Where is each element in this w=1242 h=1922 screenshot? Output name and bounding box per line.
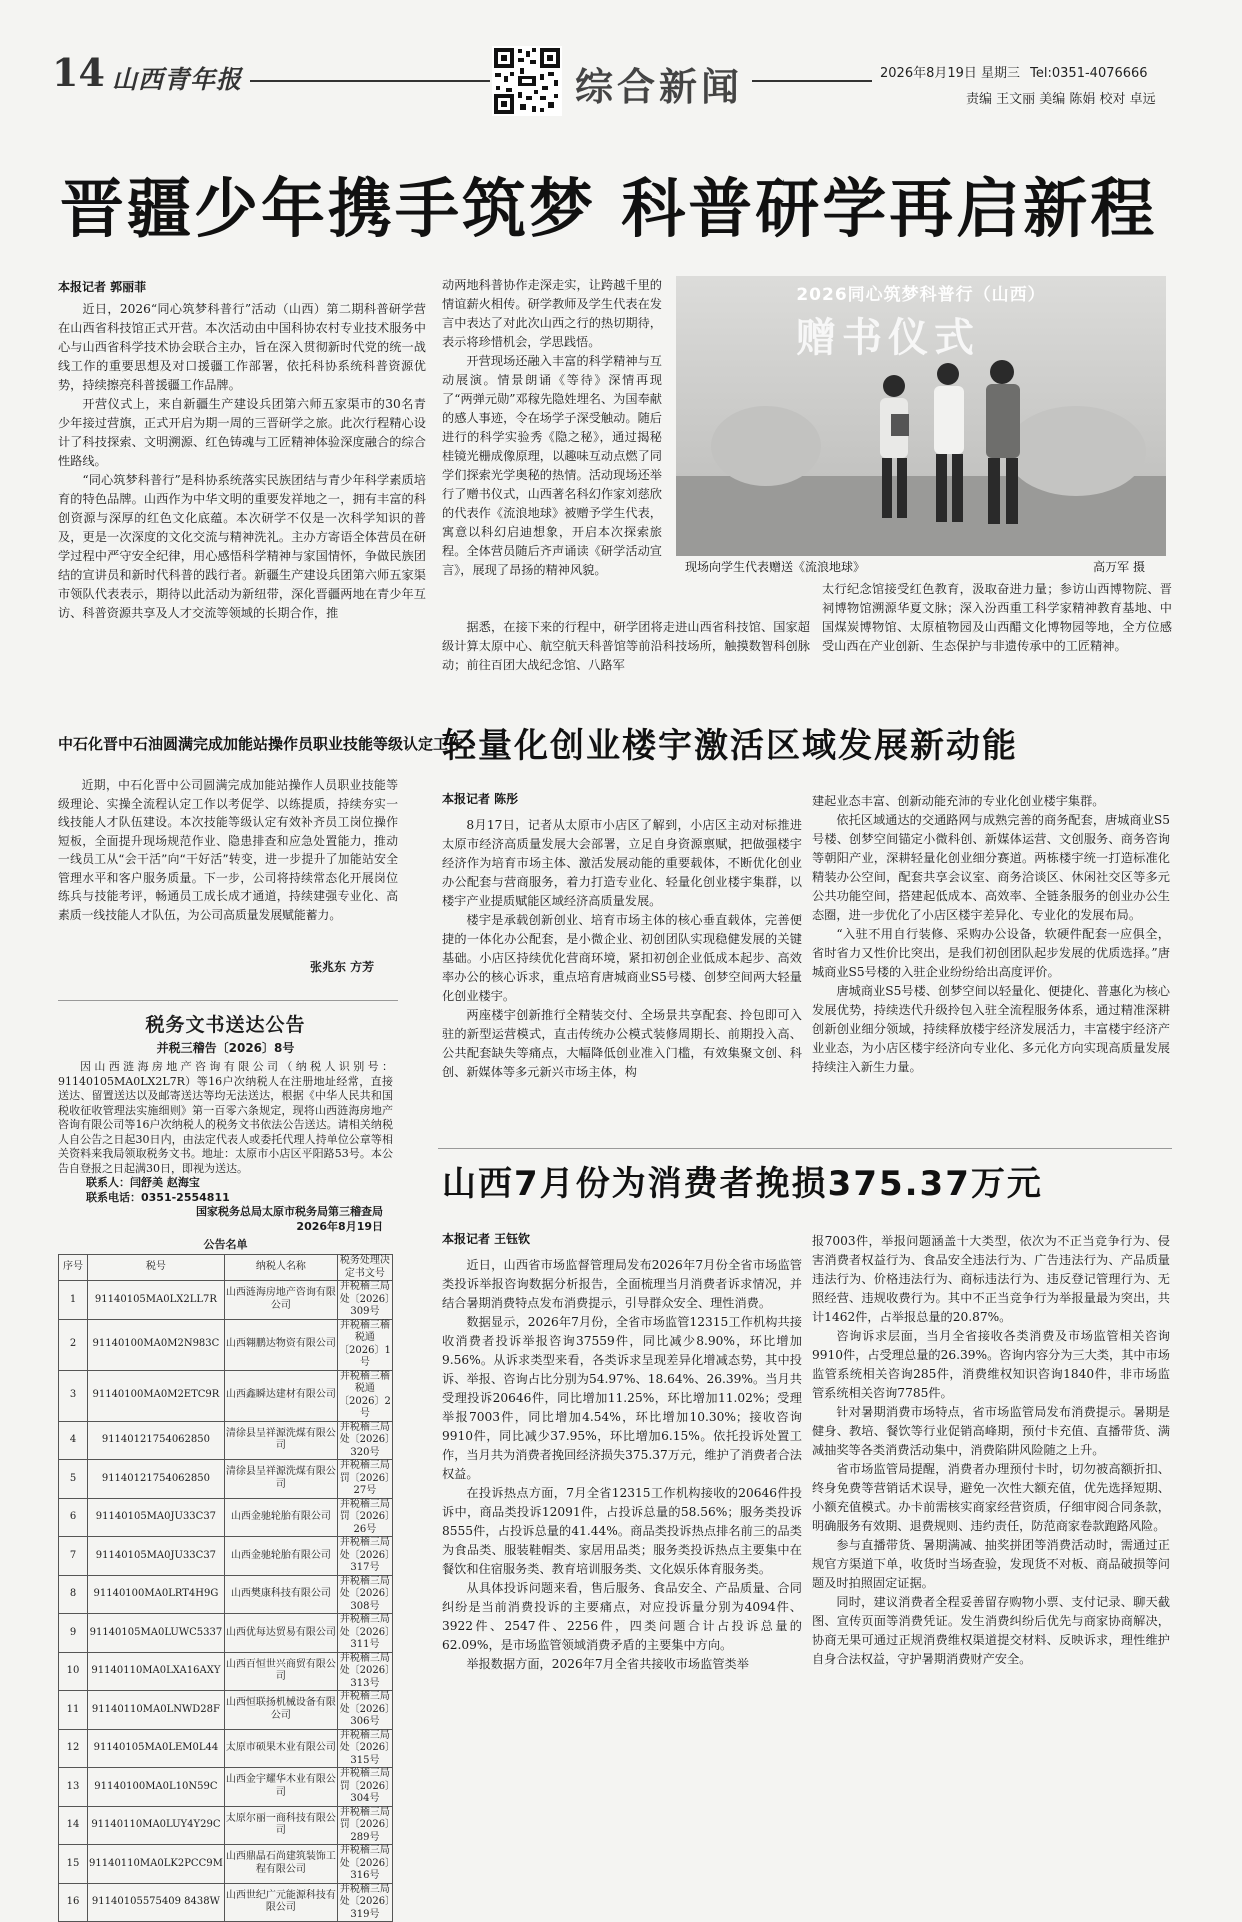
table-cell: 清徐县呈祥源洗煤有限公司 [224, 1460, 337, 1499]
column-header: 纳税人名称 [224, 1255, 337, 1281]
paper-logo: 山西青年报 [112, 65, 243, 94]
column-header: 序号 [59, 1255, 88, 1281]
tax-issue-date: 2026年8月19日 [296, 1219, 383, 1233]
paragraph: 报7003件，举报问题涵盖十大类型，依次为不正当竞争行为、侵害消费者权益行为、食品安全违法行为、广告违法行为、产品质量违法行为、价格违法行为、商标违法行为、违反登记管理行为、无照经营、违规收费行为。其中不正当竞争行为举报量最为突出，共计1462件，占举报总量的20.87%。 [812, 1234, 1170, 1324]
table-cell: 并税稽三局处〔2026〕309号 [337, 1281, 392, 1320]
lead-column-1 [58, 300, 426, 715]
table-cell: 并税稽三局处〔2026〕313号 [337, 1652, 392, 1691]
paragraph: 举报数据方面，2026年7月全省共接收市场监管类举 [466, 1657, 749, 1671]
divider [58, 1000, 398, 1001]
table-cell: 并税稽三稽税通〔2026〕2号 [339, 1370, 391, 1419]
consumer-column-1 [442, 1256, 802, 1746]
tax-list-title: 公告名单 [203, 1238, 248, 1251]
table-cell: 15 [59, 1845, 88, 1884]
table-cell: 山西翱鹏达物资有限公司 [224, 1319, 337, 1370]
table-cell: 山西世纪广元能源科技有限公司 [224, 1883, 337, 1922]
tax-notice-body: 因山西涟海房地产咨询有限公司（纳税人识别号：91140105MA0LX2L7R）等16户次纳税人在注册地址经常，直接送达、留置送达以及邮寄送达等均无法送达，根据《中华人民共和国税收征收管理法实施细则》第一百零六条规定，现将山西涟海房地产咨询有限公司等16户次纳税人的税务文书依法公告送达。请相关纳税人自公告之日起30日内，由法定代表人或委托代理人持单位公章等相关资料来我局领取税务文书。地址：太原市小店区平阳路53号。本公告自登报之日起满30日，即视为送达。 [58, 1060, 393, 1175]
tax-contact-person: 联系人：闫舒美 赵海宝 [86, 1176, 200, 1189]
brief-author: 张兆东 方芳 [310, 960, 375, 974]
table-cell: 并税稽三局罚〔2026〕26号 [337, 1498, 392, 1537]
paragraph: 动两地科普协作走深走实，让跨越千里的情谊薪火相传。研学教师及学生代表在发言中表达了对此次山西之行的热切期待，表示将珍惜机会，学思践悟。 [442, 278, 662, 349]
paragraph: 数据显示，2026年7月份，全省市场监管12315工作机构共接收消费者投诉举报咨询37559件，同比减少8.90%，环比增加9.56%。从诉求类型来看，各类诉求呈现差异化增减态势，其中投诉、举报、咨询占比分别为54.97%、18.64%、26.39%。当月共受理投诉20646件，同比增加11.25%，环比增加11.02%；受理举报7003件，同比增加4.54%，环比增加10.30%；接收咨询9910件，同比减少37.95%，环比增加6.15%。依托投诉处置工作，当月共为消费者挽回经济损失375.37万元，维护了消费者合法权益。 [442, 1315, 802, 1481]
table-cell: 91140110MA0LXA16AXY [88, 1652, 225, 1691]
consumer-column-2 [812, 1232, 1170, 1746]
paragraph: 近期，中石化晋中公司圆满完成加能站操作人员职业技能等级理论、实操全流程认定工作以考促学、以练提质，持续夯实一线技能人才队伍建设。本次技能等级认定有效补齐员工岗位操作短板，全面提升现场规范作业、隐患排查和应急处置能力，推动一线员工从“会干活”向“干好活”转变，进一步提升了加能站安全管理水平和客户服务质量。下一步，公司将持续常态化开展岗位练兵与技能考评，畅通员工成长成才通道，持续建强专业化、高素质一线技能人才队伍，为公司高质量发展赋能蓄力。 [58, 778, 398, 922]
table-cell: 13 [59, 1768, 88, 1807]
table-cell: 并税稽三局处〔2026〕315号 [337, 1729, 392, 1768]
table-row [59, 1883, 393, 1922]
paragraph: 唐城商业S5号楼、创梦空间以轻量化、便捷化、普惠化为核心发展优势，持续迭代升级拎包入驻全流程服务体系，通过精准深耕创新创业细分领域，持续释放楼宇经济发展活力，丰富楼宇经济产业业态，为小店区楼宇经济向专业化、多元化方向实现高质量发展持续注入新生力量。 [812, 984, 1170, 1074]
table-cell: 山西金驰轮胎有限公司 [224, 1498, 337, 1537]
paragraph: 太行纪念馆接受红色教育，汲取奋进力量；参访山西博物院、晋祠博物馆溯源华夏文脉；深入汾西重工科学家精神教育基地、中国煤炭博物馆、太原植物园及山西醋文化博物园等地，全方位感受山西在产业创新、生态保护与非遗传承中的工匠精神。 [822, 582, 1172, 653]
paragraph: 咨询诉求层面，当月全省接收各类消费及市场监管相关咨询9910件，占受理总量的26.39%。咨询内容分为三大类，其中市场监管系统相关咨询285件，消费维权知识咨询1840件，非市场监管系统相关咨询7785件。 [812, 1329, 1170, 1400]
table-cell: 并税稽三局处〔2026〕308号 [337, 1575, 392, 1614]
table-cell: 91140105MA0LEM0L44 [88, 1729, 225, 1768]
table-cell: 91140105MA0JU33C37 [88, 1537, 225, 1576]
paragraph: “同心筑梦科普行”是科协系统落实民族团结与青少年科学素质培育的特色品牌。山西作为中华文明的重要发祥地之一，拥有丰富的科创资源与深厚的红色文化底蕴。本次研学不仅是一次科学知识的普及，更是一次深度的文化交流与精神洗礼。主办方寄语全体营员在研学过程中严守安全纪律，用心感悟科学精神与家国情怀，争做民族团结的宣讲员和新时代科普的践行者。新疆生产建设兵团第六师五家渠市领队代表表示，期待以此活动为新纽带，深化晋疆两地在青少年互访、科普资源共享及人才交流等领域的长期合作，推 [58, 473, 426, 620]
paragraph: 从具体投诉问题来看，售后服务、食品安全、产品质量、合同纠纷是当前消费投诉的主要痛点，对应投诉量分别为4094件、3922件、2547件、2256件，四类问题合计占投诉总量的62.09%，是市场监管领域消费矛盾的主要集中方向。 [442, 1581, 802, 1652]
table-cell: 1 [59, 1281, 88, 1320]
table-cell: 11 [59, 1691, 88, 1730]
table-cell: 山西金驰轮胎有限公司 [224, 1537, 337, 1576]
table-row [59, 1281, 393, 1320]
consumer-byline: 本报记者 王钰钦 [442, 1232, 531, 1246]
issue-date: 2026年8月19日 星期三 [880, 66, 1021, 81]
table-cell: 91140105MA0LX2LL7R [88, 1281, 225, 1320]
table-cell: 并税稽三局处〔2026〕311号 [337, 1614, 392, 1653]
lead-headline: 晋疆少年携手筑梦 科普研学再启新程 [60, 172, 1158, 247]
table-row [59, 1537, 393, 1576]
table-cell: 12 [59, 1729, 88, 1768]
table-cell: 太原尔丽一商科技有限公司 [224, 1806, 337, 1845]
table-row [59, 1319, 393, 1370]
table-cell: 91140105575409 8438W [88, 1883, 225, 1922]
phone-number: Tel:0351-4076666 [1030, 66, 1148, 81]
table-cell: 6 [59, 1498, 88, 1537]
table-cell: 并税稽三局罚〔2026〕289号 [337, 1806, 392, 1845]
table-row [59, 1768, 393, 1807]
masthead-rule-left [250, 80, 490, 82]
lead-column-3 [822, 580, 1172, 714]
chuangye-headline: 轻量化创业楼宇激活区域发展新动能 [442, 726, 1018, 766]
table-cell: 山西鼎晶石尚建筑装饰工程有限公司 [224, 1845, 337, 1884]
table-cell: 并税稽三局罚〔2026〕27号 [337, 1460, 392, 1499]
table-cell: 91140105MA0JU33C37 [88, 1498, 225, 1537]
table-cell: 山西樊康科技有限公司 [224, 1575, 337, 1614]
table-cell: 91140110MA0LK2PCC9M [88, 1845, 225, 1884]
table-cell: 太原市硕果木业有限公司 [224, 1729, 337, 1768]
brief-headline: 中石化晋中石油圆满完成加能站操作员职业技能等级认定工作 [58, 735, 464, 753]
table-cell: 91140121754062850 [88, 1460, 225, 1499]
table-cell: 并税稽三局处〔2026〕319号 [337, 1883, 392, 1922]
tax-list-table [58, 1254, 393, 1922]
table-cell: 7 [59, 1537, 88, 1576]
table-cell: 91140121754062850 [88, 1421, 225, 1460]
photo-caption-row [685, 558, 1165, 575]
table-cell: 并税稽三稽税通〔2026〕1号 [339, 1319, 391, 1368]
column-header: 税务处理决定书文号 [337, 1255, 392, 1281]
table-row [59, 1652, 393, 1691]
lead-byline: 本报记者 郭丽菲 [58, 280, 147, 294]
photo-banner-sub: 赠书仪式 [796, 315, 980, 361]
table-cell: 3 [59, 1370, 88, 1421]
paragraph: 近日，山西省市场监督管理局发布2026年7月份全省市场监管类投诉举报咨询数据分析报告，全面梳理当月消费者诉求情况，并结合暑期消费特点发布消费提示，引导群众安全、理性消费。 [442, 1258, 802, 1310]
table-cell: 4 [59, 1421, 88, 1460]
lead-column-2b [442, 618, 810, 714]
table-row [59, 1614, 393, 1653]
table-row [59, 1370, 393, 1421]
paragraph: 开营仪式上，来自新疆生产建设兵团第六师五家渠市的30名青少年接过营旗，正式开启为期一周的三晋研学之旅。此次行程精心设计了科技探索、文明溯源、红色铸魂与工匠精神体验深度融合的综合性路线。 [58, 397, 426, 468]
table-cell: 91140100MA0M2ETC9R [88, 1370, 225, 1421]
page-number: 14 [52, 50, 105, 95]
table-cell: 91140100MA0LRT4H9G [88, 1575, 225, 1614]
photo-credit: 高万军 摄 [1093, 560, 1145, 574]
paragraph: 楼宇是承载创新创业、培育市场主体的核心垂直载体，完善便捷的一体化办公配套，是小微企业、初创团队实现稳健发展的关键基础。小店区持续优化营商环境，紧扣初创企业低成本起步、高效率办公的核心诉求，重点培育唐城商业S5号楼、创梦空间两大轻量化创业楼宇。 [442, 913, 802, 1003]
tax-contact-phone: 联系电话：0351-2554811 [86, 1190, 230, 1204]
table-cell: 91140100MA0L10N59C [88, 1768, 225, 1807]
table-row [59, 1460, 393, 1499]
paragraph: 近日，2026“同心筑梦科普行”活动（山西）第二期科普研学营在山西省科技馆正式开营。本次活动由中国科协农村专业技术服务中心与山西省科学技术协会联合主办，旨在深入贯彻新时代党的统一战线工作的重要思想及对口援疆工作部署，依托科协系统科普资源优势，持续擦亮科普援疆工作品牌。 [58, 302, 426, 392]
table-cell: 并税稽三局处〔2026〕316号 [337, 1845, 392, 1884]
table-cell: 91140110MA0LUY4Y29C [88, 1806, 225, 1845]
paragraph: 省市场监管局提醒，消费者办理预付卡时，切勿被高额折扣、终身免费等营销话术误导，避免一次性大额充值，优先选择短期、小额充值模式。办卡前需核实商家经营资质，仔细审阅合同条款，明确服务有效期、退费规则、违约责任，防范商家卷款跑路风险。 [812, 1462, 1170, 1533]
table-cell: 山西鑫瞬达建材有限公司 [224, 1370, 337, 1421]
table-cell: 山西涟海房地产咨询有限公司 [224, 1281, 337, 1320]
consumer-headline: 山西7月份为消费者挽损375.37万元 [442, 1164, 1043, 1204]
table-header-row [59, 1255, 393, 1281]
table-row [59, 1806, 393, 1845]
tax-list-body [59, 1281, 393, 1922]
tax-notice-title: 税务文书送达公告 [145, 1014, 306, 1036]
table-cell: 91140110MA0LNWD28F [88, 1691, 225, 1730]
table-cell: 山西百恒世兴商贸有限公司 [224, 1652, 337, 1691]
qr-code-icon [492, 46, 562, 116]
table-row [59, 1575, 393, 1614]
table-row [59, 1729, 393, 1768]
table-cell: 清徐县呈祥源洗煤有限公司 [224, 1421, 337, 1460]
tax-notice [58, 1010, 393, 1922]
column-header: 税号 [88, 1255, 225, 1281]
table-cell: 并税稽三局处〔2026〕317号 [337, 1537, 392, 1576]
table-cell: 并税稽三局处〔2026〕320号 [337, 1421, 392, 1460]
table-cell: 山西优每达贸易有限公司 [224, 1614, 337, 1653]
lead-column-2 [442, 276, 662, 616]
divider [438, 1148, 1172, 1149]
masthead-rule-right [752, 80, 872, 82]
table-row [59, 1421, 393, 1460]
paragraph: 8月17日，记者从太原市小店区了解到，小店区主动对标推进太原市经济高质量发展大会部署，立足自身资源禀赋，把做强楼宇经济作为培育市场主体、激活发展动能的重要载体，不断优化创业办公配套与营商服务，着力打造专业化、轻量化创业楼宇集群，以楼宇产业提质赋能区域经济高质量发展。 [442, 818, 802, 908]
photo-caption: 现场向学生代表赠送《流浪地球》 [685, 560, 866, 574]
tax-issuer: 国家税务总局太原市税务局第三稽查局 [196, 1205, 383, 1218]
table-cell: 91140100MA0M2N983C [88, 1319, 225, 1370]
paragraph: 两座楼宇创新推行全精装交付、全场景共享配套、拎包即可入驻的新型运营模式，直击传统办公模式装修周期长、前期投入高、公共配套缺失等痛点，大幅降低创业准入门槛，有效集聚文创、科创、新媒体等多元新兴市场主体，构 [442, 1008, 802, 1079]
paragraph: 在投诉热点方面，7月全省12315工作机构接收的20646件投诉中，商品类投诉12091件，占投诉总量的58.56%；服务类投诉8555件，占投诉总量的41.44%。商品类投诉热点排名前三的品类为食品类、服装鞋帽类、家居用品类；服务类投诉热点主要集中在餐饮和住宿服务类、教育培训服务类、文化娱乐体育服务类。 [442, 1486, 802, 1576]
table-cell: 5 [59, 1460, 88, 1499]
table-cell: 10 [59, 1652, 88, 1691]
paragraph: 建起业态丰富、创新动能充沛的专业化创业楼宇集群。 [812, 794, 1105, 808]
paragraph: 针对暑期消费市场特点，省市场监管局发布消费提示。暑期是健身、教培、餐饮等行业促销高峰期，预付卡充值、直播带货、满减抽奖等各类消费活动集中，消费陷阱风险随之上升。 [812, 1405, 1170, 1457]
table-cell: 山西恒联扬机械设备有限公司 [224, 1691, 337, 1730]
paragraph: 依托区域通达的交通路网与成熟完善的商务配套，唐城商业S5号楼、创梦空间锚定小微科创、新媒体运营、文创服务、商务咨询等朝阳产业，深耕轻量化创业细分赛道。两栋楼宇统一打造标准化精装办公空间，配套共享会议室、商务洽谈区、休闲社交区等多元公共功能空间，搭建起低成本、高效率、全链条服务的创业办公生态圈，进一步优化了小店区楼宇差异化、专业化的发展布局。 [812, 813, 1170, 922]
news-photo [676, 276, 1166, 556]
table-cell: 16 [59, 1883, 88, 1922]
table-row [59, 1498, 393, 1537]
section-title: 综合新闻 [575, 64, 744, 109]
table-cell: 14 [59, 1806, 88, 1845]
table-cell: 并税稽三局处〔2026〕306号 [337, 1691, 392, 1730]
table-row [59, 1691, 393, 1730]
chuangye-column-1 [442, 816, 802, 1138]
tax-notice-number: 并税三稽告〔2026〕8号 [156, 1041, 295, 1055]
table-cell: 91140105MA0LUWC5337 [88, 1614, 225, 1653]
table-cell: 并税稽三局罚〔2026〕304号 [337, 1768, 392, 1807]
photo-banner-text: 2026同心筑梦科普行（山西） [796, 285, 1046, 305]
table-cell: 8 [59, 1575, 88, 1614]
paragraph: 参与直播带货、暑期满减、抽奖拼团等消费活动时，需通过正规官方渠道下单，收货时当场查验，发现货不对板、商品破损等问题及时拍照固定证据。 [812, 1538, 1170, 1590]
paragraph: 开营现场还融入丰富的科学精神与互动展演。情景朗诵《等待》深情再现了“两弹元勋”邓稼先隐姓埋名、为国奉献的感人事迹，令在场学子深受触动。随后进行的科学实验秀《隐之秘》，通过揭秘桂镜光栅成像原理，以趣味互动点燃了同学们探索光学奥秘的热情。活动现场还举行了赠书仪式，山西著名科幻作家刘慈欣的代表作《流浪地球》被赠予学生代表，寓意以科幻启迪想象，开启本次探索旅程。全体营员随后齐声诵读《研学活动宣言》，展现了昂扬的精神风貌。 [442, 354, 662, 577]
chuangye-column-2 [812, 792, 1170, 1138]
paragraph: 同时，建议消费者全程妥善留存购物小票、支付记录、聊天截图、宣传页面等消费凭证。发生消费纠纷后优先与商家协商解决，协商无果可通过正规消费维权渠道提交材料、反映诉求，理性维护自身合法权益，守护暑期消费财产安全。 [812, 1595, 1170, 1666]
editor-credits: 责编 王文丽 美编 陈娟 校对 卓远 [966, 92, 1156, 107]
table-row [59, 1845, 393, 1884]
paragraph: “入驻不用自行装修、采购办公设备，软硬件配套一应俱全，省时省力又性价比突出，是我们初创团队起步发展的优质选择。”唐城商业S5号楼的入驻企业纷纷给出高度评价。 [812, 927, 1170, 979]
table-cell: 9 [59, 1614, 88, 1653]
paragraph: 据悉，在接下来的行程中，研学团将走进山西省科技馆、国家超级计算太原中心、航空航天科普馆等前沿科技场所，触摸数智科创脉动；前往百团大战纪念馆、八路军 [442, 620, 810, 672]
table-cell: 2 [59, 1319, 88, 1370]
table-cell: 山西金宇耀华木业有限公司 [224, 1768, 337, 1807]
dateline [880, 62, 1148, 81]
chuangye-byline: 本报记者 陈彤 [442, 792, 519, 806]
